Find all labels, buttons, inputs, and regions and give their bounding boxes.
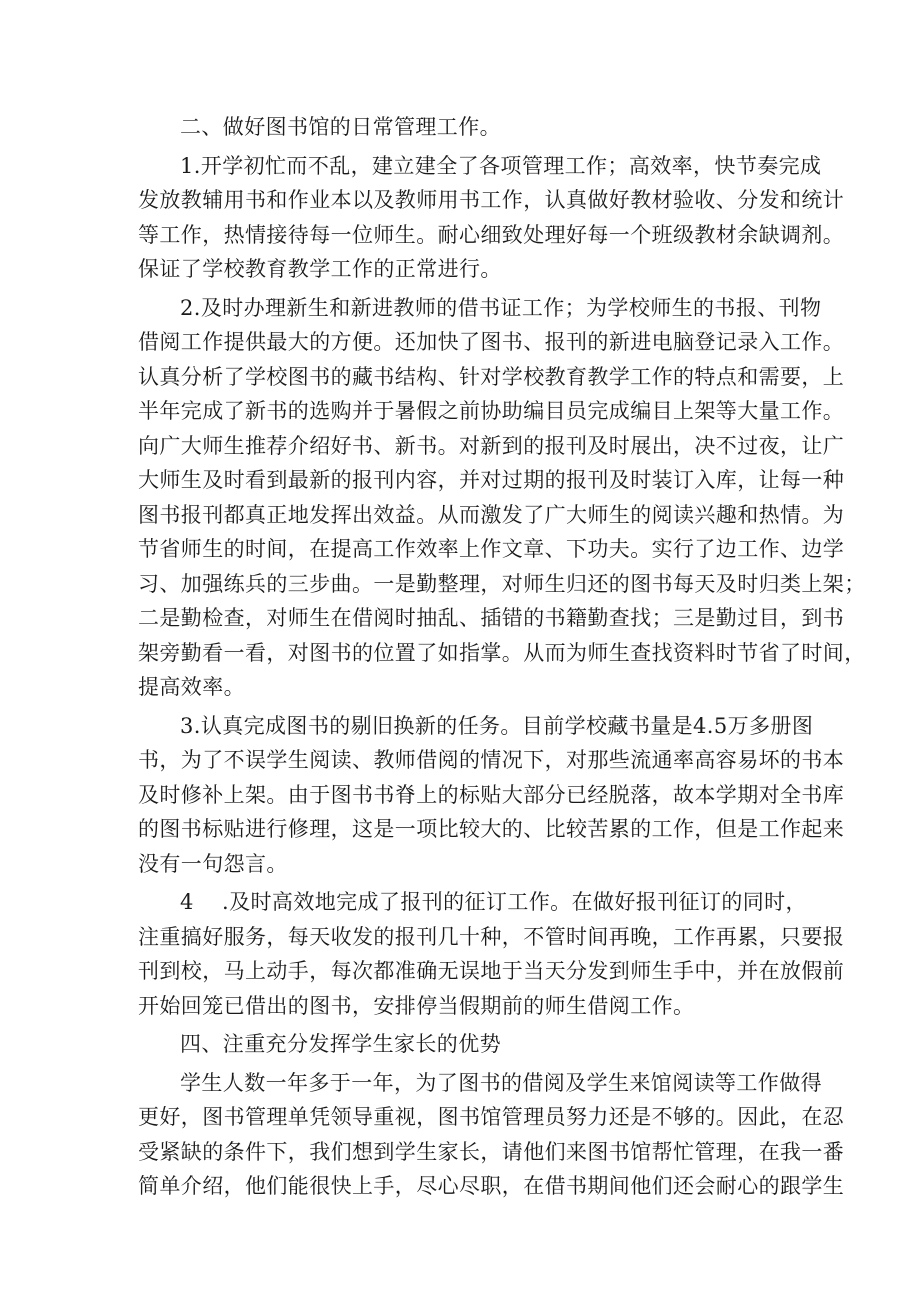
text-line: 2.及时办理新生和新进教师的借书证工作；为学校师生的书报、刊物 [180,295,822,320]
text-line: 开始回笼已借出的图书，安排停当假期前的师生借阅工作。 [138,993,695,1018]
text-line: 注重搞好服务，每天收发的报刊几十种，不管时间再晚，工作再累，只要报 [138,924,845,949]
text-line: 受紧缺的条件下，我们想到学生家长，请他们来图书馆帮忙管理，在我一番 [138,1139,845,1164]
text-line: 二是勤检查，对师生在借阅时抽乱、插错的书籍勤查找；三是勤过目，到书 [138,606,845,630]
text-line: 保证了学校教育教学工作的正常进行。 [138,257,502,281]
text-line: 4 .及时高效地完成了报刊的征订工作。在做好报刊征订的同时， [180,890,807,914]
text-line: 刊到校，马上动手，每次都准确无误地于当天分发到师生手中，并在放假前 [138,959,845,983]
text-line: 1.开学初忙而不乱，建立建全了各项管理工作；高效率，快节奏完成 [180,153,822,178]
text-line: 发放教辅用书和作业本以及教师用书工作，认真做好教材验收、分发和统计 [138,188,845,212]
paragraph-3 [138,709,845,882]
text-line: 及时修补上架。由于图书书脊上的标贴大部分已经脱落，故本学期对全书库 [138,782,845,807]
text-line: 图书报刊都真正地发挥出效益。从而激发了广大师生的阅读兴趣和热情。为 [138,502,845,527]
text-line: 的图书标贴进行修理，这是一项比较大的、比较苦累的工作，但是工作起来 [138,817,845,841]
text-line: 没有一句怨言。 [138,851,288,876]
text-line: 提高效率。 [138,675,245,699]
text-line: 学生人数一年多于一年，为了图书的借阅及学生来馆阅读等工作做得 [180,1070,822,1095]
text-line: 书，为了不误学生阅读、教师借阅的情况下，对那些流通率高容易坏的书本 [138,748,845,772]
text-line: 简单介绍，他们能很快上手，尽心尽职，在借书期间他们还会耐心的跟学生 [138,1174,845,1198]
text-line: 半年完成了新书的选购并于暑假之前协助编目员完成编目上架等大量工作。 [138,399,845,423]
paragraph-4 [138,885,845,1023]
text-line: 3.认真完成图书的剔旧换新的任务。目前学校藏书量是4.5万多册图 [180,713,814,738]
paragraph-5 [138,1066,845,1204]
text-line: 架旁勤看一看，对图书的位置了如指掌。从而为师生查找资料时节省了时间， [138,640,866,665]
text-line: 节省师生的时间，在提高工作效率上作文章、下功夫。实行了边工作、边学 [138,537,845,561]
document-body [138,110,866,1204]
text-line: 向广大师生推荐介绍好书、新书。对新到的报刊及时展出，决不过夜，让广 [138,433,845,458]
text-line: 习、加强练兵的三步曲。一是勤整理，对师生归还的图书每天及时归类上架； [138,571,866,596]
paragraph-1 [138,149,845,287]
text-line: 更好，图书管理单凭领导重视，图书馆管理员努力还是不够的。因此，在忍 [138,1105,845,1129]
text-line: 大师生及时看到最新的报刊内容，并对过期的报刊及时装订入库，让每一种 [138,468,845,492]
section-heading: 二、做好图书馆的日常管理工作。 [180,115,501,139]
text-line: 等工作，热情接待每一位师生。耐心细致处理好每一个班级教材余缺调剂。 [138,222,845,247]
paragraph-2 [138,291,866,705]
text-line: 借阅工作提供最大的方便。还加快了图书、报刊的新进电脑登记录入工作。 [138,330,845,354]
section-heading: 四、注重充分发挥学生家长的优势 [180,1032,501,1056]
text-line: 认真分析了学校图书的藏书结构、针对学校教育教学工作的特点和需要，上 [138,364,845,389]
